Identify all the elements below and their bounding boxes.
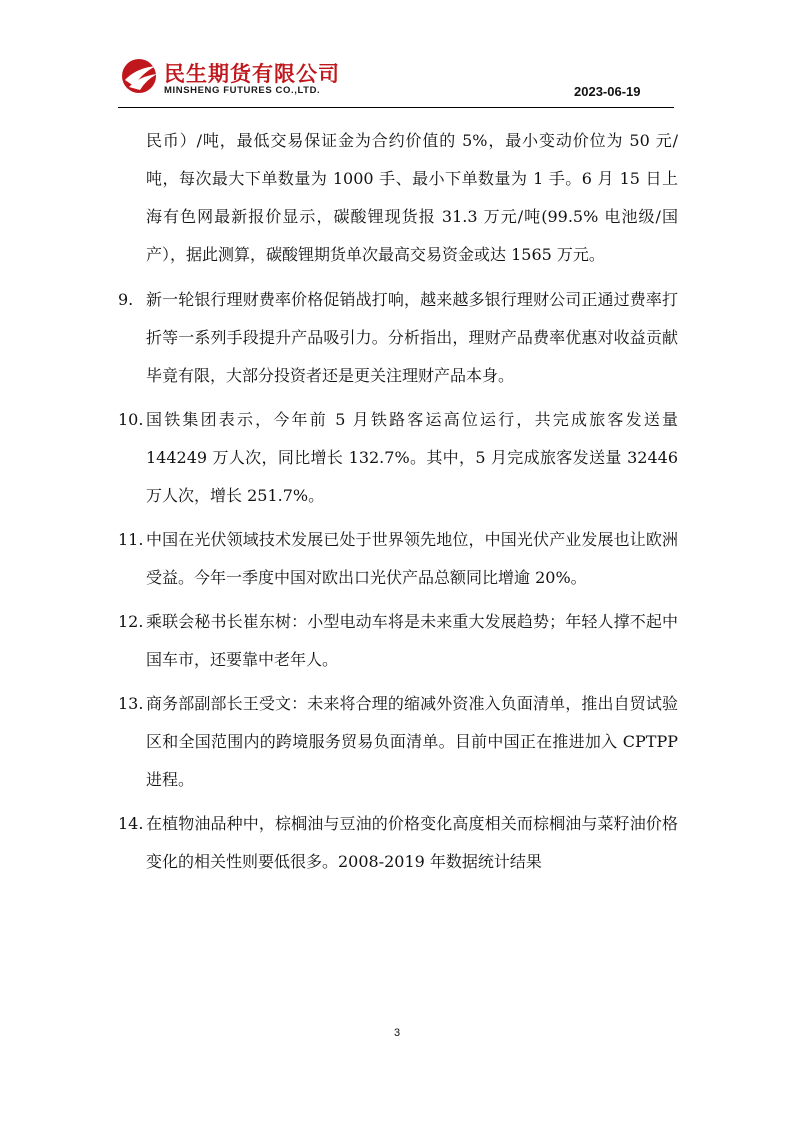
company-name-en: MINSHENG FUTURES CO.,LTD. xyxy=(164,85,321,96)
item-number: 12. xyxy=(118,612,144,631)
list-item xyxy=(118,603,678,679)
item-number: 14. xyxy=(118,814,144,833)
list-item xyxy=(118,805,678,881)
item-number: 9. xyxy=(118,290,134,309)
page-number: 3 xyxy=(393,1027,401,1039)
header-divider xyxy=(118,107,674,108)
item-number: 10. xyxy=(118,410,144,429)
item-text: 乘联会秘书长崔东树：小型电动车将是未来重大发展趋势；年轻人撑不起中国车市，还要靠中老年人。 xyxy=(146,612,678,669)
report-date: 2023-06-19 xyxy=(574,84,641,99)
item-number: 11. xyxy=(118,530,144,549)
document-body xyxy=(118,122,678,887)
continued-paragraph: 民币）/吨，最低交易保证金为合约价值的 5%，最小变动价位为 50 元/吨，每次最大下单数量为 1000 手、最小下单数量为 1 手。6 月 15 日上海有色网最新报价显示，碳酸锂现货报 31.3 万元/吨(99.5% 电池级/国产），据此测算，碳酸锂期货单次最高交易资金或达 1565 万元。 xyxy=(146,131,678,264)
item-text: 中国在光伏领域技术发展已处于世界领先地位，中国光伏产业发展也让欧洲受益。今年一季度中国对欧出口光伏产品总额同比增逾 20%。 xyxy=(146,530,678,587)
item-text: 在植物油品种中，棕榈油与豆油的价格变化高度相关而棕榈油与菜籽油价格变化的相关性则要低很多。2008-2019 年数据统计结果 xyxy=(146,814,678,871)
item-text: 国铁集团表示，今年前 5 月铁路客运高位运行，共完成旅客发送量 144249 万人次，同比增长 132.7%。其中，5 月完成旅客发送量 32446 万人次，增长 251.7%。 xyxy=(146,410,678,505)
company-name-cn: 民生期货有限公司 xyxy=(164,62,340,86)
list-item xyxy=(118,685,678,799)
company-logo xyxy=(120,56,360,106)
list-item xyxy=(118,521,678,597)
page-header xyxy=(0,0,794,120)
minsheng-logo-icon xyxy=(120,56,160,96)
list-item xyxy=(118,401,678,515)
item-number: 13. xyxy=(118,694,144,713)
item-text: 新一轮银行理财费率价格促销战打响，越来越多银行理财公司正通过费率打折等一系列手段提升产品吸引力。分析指出，理财产品费率优惠对收益贡献毕竟有限，大部分投资者还是更关注理财产品本身。 xyxy=(146,290,678,385)
list-item xyxy=(118,281,678,395)
item-text: 商务部副部长王受文：未来将合理的缩减外资准入负面清单，推出自贸试验区和全国范围内的跨境服务贸易负面清单。目前中国正在推进加入 CPTPP 进程。 xyxy=(146,694,678,789)
